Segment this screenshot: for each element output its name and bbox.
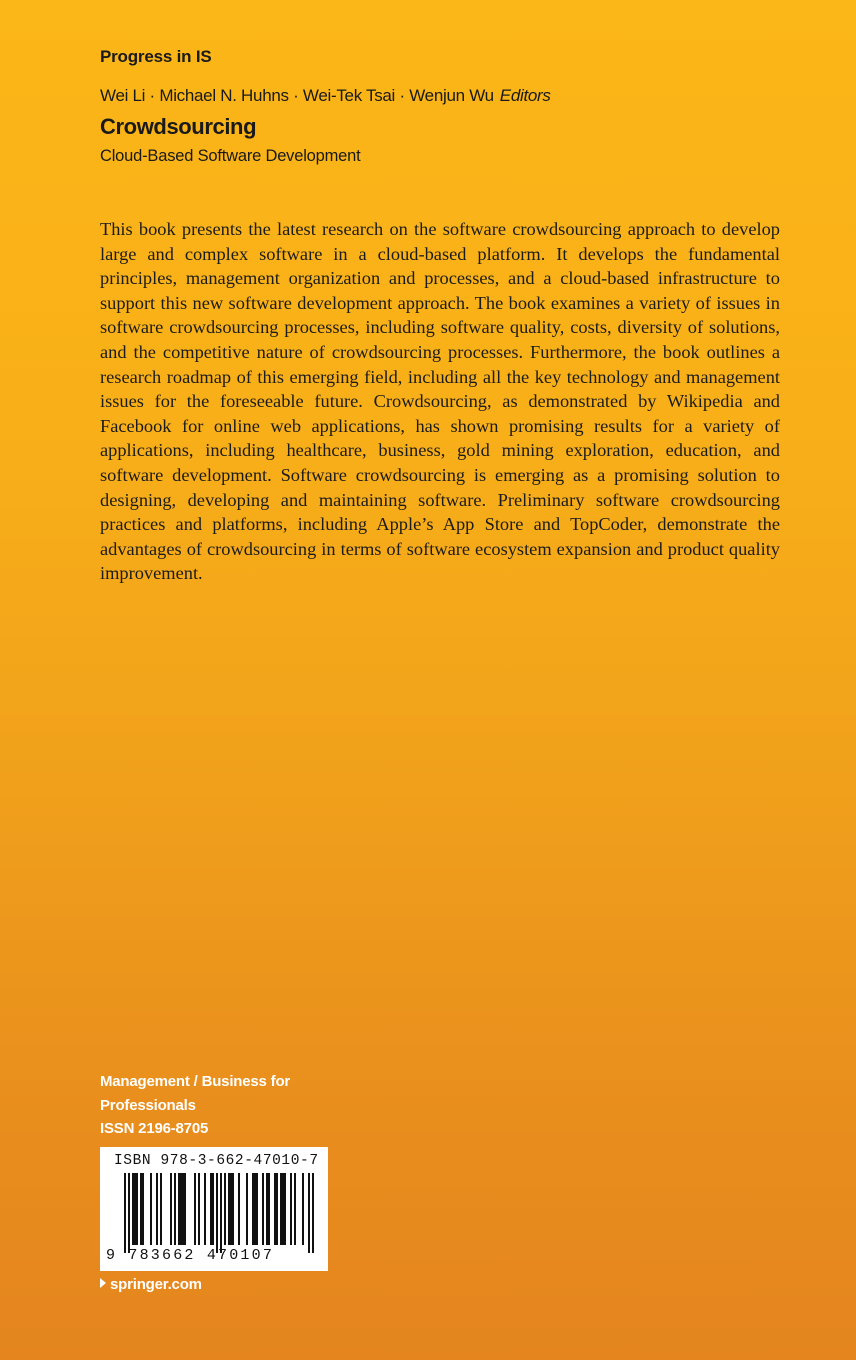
barcode-bar (308, 1173, 310, 1253)
barcode-bar (254, 1173, 256, 1245)
barcode-bar (238, 1173, 240, 1245)
barcode-bar (220, 1173, 222, 1253)
barcode-bar (194, 1173, 196, 1245)
book-title: Crowdsourcing (100, 114, 257, 139)
barcode-bar (160, 1173, 162, 1245)
barcode-bar (212, 1173, 214, 1245)
ean-digits: 9 783662 470107 (106, 1247, 275, 1264)
barcode-bar (284, 1173, 286, 1245)
publisher-link[interactable] (100, 1276, 202, 1293)
barcode-bar (178, 1173, 180, 1245)
book-description: This book presents the latest research on the software crowdsourcing approach to develop large and complex software in a cloud-based platform. It develops the fundamental principles, management organization and processes, and a cloud-based infrastructure to support this new software development approach. The book examines a variety of issues in software crowdsourcing processes, including software quality, costs, diversity of solutions, and the competitive nature of crowdsourcing processes. Furthermore, the book outlines a research roadmap of this emerging field, including all the key technology and management issues for the foreseeable future. Crowdsourcing, as demonstrated by Wikipedia and Facebook for online web applications, has shown promising results for a variety of applications, including healthcare, business, gold mining exploration, education, and software development. Software crowdsourcing is emerging as a promising solution to designing, developing and maintaining software. Preliminary software crowdsourcing practices and platforms, including Apple’s App Store and TopCoder, demonstrate the advantages of crowdsourcing in terms of software ecosystem expansion and product quality improvement. (100, 219, 780, 584)
isbn-barcode (100, 1147, 328, 1271)
barcode-bar (312, 1173, 314, 1253)
barcode-bar (282, 1173, 284, 1245)
barcode-bar (280, 1173, 282, 1245)
barcode-bar (142, 1173, 144, 1245)
barcode-bar (266, 1173, 268, 1245)
book-subtitle: Cloud-Based Software Development (100, 147, 361, 165)
category-line-1: Management / Business for (100, 1073, 291, 1090)
barcode-bar (276, 1173, 278, 1245)
barcode-bar (134, 1173, 136, 1245)
barcode-bar (246, 1173, 248, 1245)
barcode-bar (256, 1173, 258, 1245)
barcode-bar (124, 1173, 126, 1253)
barcode-bar (252, 1173, 254, 1245)
category-line-2: Professionals (100, 1096, 196, 1114)
barcode-bar (150, 1173, 152, 1245)
barcode-bar (198, 1173, 200, 1245)
barcode-bar (232, 1173, 234, 1245)
barcode-bar (180, 1173, 182, 1245)
editors-role: Editors (499, 86, 551, 105)
editors-line (100, 86, 551, 106)
barcode-bar (174, 1173, 176, 1245)
barcode-bar (182, 1173, 184, 1245)
barcode-bar (170, 1173, 172, 1245)
barcode-bar (128, 1173, 130, 1253)
barcode-bar (156, 1173, 158, 1245)
barcode-bar (290, 1173, 292, 1245)
barcode-bar (228, 1173, 230, 1245)
barcode-bar (204, 1173, 206, 1245)
publisher-url: springer.com (110, 1276, 202, 1293)
barcode-bar (230, 1173, 232, 1245)
barcode-bar (262, 1173, 264, 1245)
barcode-bar (294, 1173, 296, 1245)
barcode-bar (140, 1173, 142, 1245)
isbn-label: ISBN 978-3-662-47010-7 (114, 1153, 319, 1169)
barcode-bar (268, 1173, 270, 1245)
barcode-bar (136, 1173, 138, 1245)
barcode-bar (224, 1173, 226, 1245)
barcode-bar (210, 1173, 212, 1245)
subject-category (100, 1070, 290, 1141)
barcode-bar (216, 1173, 218, 1253)
barcode-bar (274, 1173, 276, 1245)
barcode-bar (132, 1173, 134, 1245)
barcode-bar (302, 1173, 304, 1245)
issn: ISSN 2196-8705 (100, 1120, 209, 1137)
series-title: Progress in IS (100, 47, 212, 66)
editor-names: Wei Li · Michael N. Huhns · Wei-Tek Tsai · Wenjun Wu (100, 86, 494, 105)
arrow-right-icon (100, 1278, 106, 1288)
barcode-bar (184, 1173, 186, 1245)
